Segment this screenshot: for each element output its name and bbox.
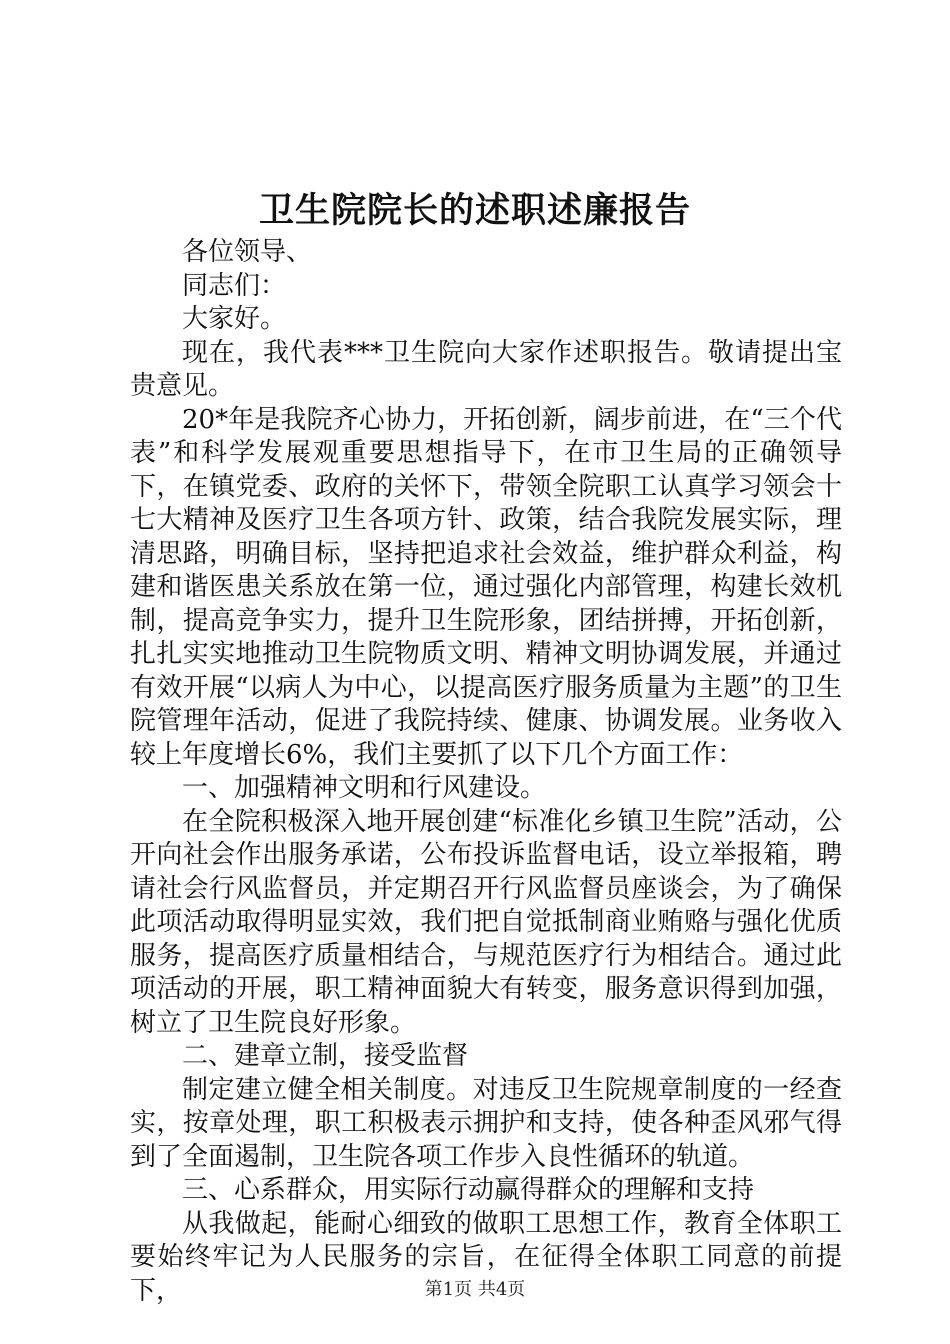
section-body-3: 从我做起，能耐心细致的做职工思想工作，教育全体职工要始终牢记为人民服务的宗旨，在征得全体职工同意的前提下， bbox=[130, 1208, 842, 1306]
page-footer: 第1页 共4页 bbox=[424, 1279, 526, 1300]
salutation-comrades: 同志们： bbox=[182, 270, 287, 301]
section-heading-1: 一、加强精神文明和行风建设。 bbox=[182, 773, 547, 803]
document-body bbox=[130, 236, 842, 1308]
document-title: 卫生院院长的述职述廉报告 bbox=[258, 190, 691, 231]
summary-paragraph: 20*年是我院齐心协力，开拓创新，阔步前进，在“三个代表”和科学发展观重要思想指导下，在市卫生局的正确领导下，在镇党委、政府的关怀下，带领全院职工认真学习领会十七大精神及医疗卫生各项方针、政策，结合我院发展实际，理清思路，明确目标，坚持把追求社会效益，维护群众利益，构建和谐医患关系放在第一位，通过强化内部管理，构建长效机制，提高竞争实力，提升卫生院形象，团结拼搏，开拓创新，扎扎实实地推动卫生院物质文明、精神文明协调发展，并通过有效开展“以病人为中心，以提高医疗服务质量为主题”的卫生院管理年活动，促进了我院持续、健康、协调发展。业务收入较上年度增长6%，我们主要抓了以下几个方面工作： bbox=[130, 404, 842, 770]
section-body-1: 在全院积极深入地开展创建“标准化乡镇卫生院”活动，公开向社会作出服务承诺，公布投诉监督电话，设立举报箱，聘请社会行风监督员，并定期召开行风监督员座谈会，为了确保此项活动取得明显实效，我们把自觉抵制商业贿赂与强化优质服务，提高医疗质量相结合，与规范医疗行为相结合。通过此项活动的开展，职工精神面貌大有转变，服务意识得到加强，树立了卫生院良好形象。 bbox=[130, 806, 842, 1038]
section-heading-3: 三、心系群众，用实际行动赢得群众的理解和支持 bbox=[182, 1175, 755, 1205]
section-body-2: 制定建立健全相关制度。对违反卫生院规章制度的一经查实，按章处理，职工积极表示拥护和支持，使各种歪风邪气得到了全面遏制，卫生院各项工作步入良性循环的轨道。 bbox=[130, 1074, 842, 1172]
salutation-leaders: 各位领导、 bbox=[182, 237, 313, 267]
greeting: 大家好。 bbox=[182, 304, 287, 334]
section-heading-2: 二、建章立制，接受监督 bbox=[182, 1041, 469, 1071]
opening-paragraph: 现在，我代表***卫生院向大家作述职报告。敬请提出宝贵意见。 bbox=[130, 337, 842, 401]
